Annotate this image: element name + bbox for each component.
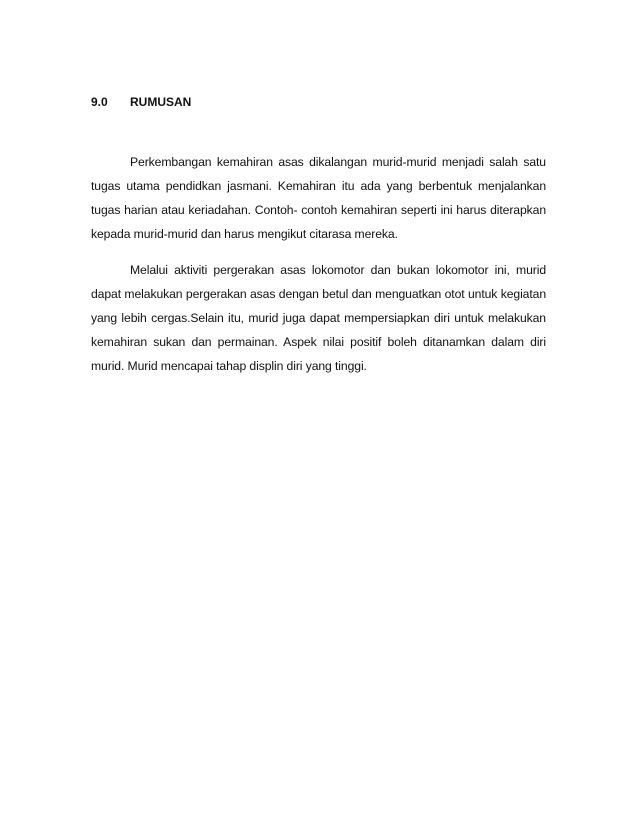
section-body (91, 150, 546, 390)
section-heading (91, 95, 191, 109)
section-number: 9.0 (91, 95, 108, 109)
section-title: RUMUSAN (130, 95, 192, 109)
paragraph: Perkembangan kemahiran asas dikalangan murid-murid menjadi salah satu tugas utama pendidkan jasmani. Kemahiran itu ada yang berbentuk menjalankan tugas harian atau keriadahan. Contoh- contoh kemahiran seperti ini harus diterapkan kepada murid-murid dan harus mengikut citarasa mereka. (91, 155, 546, 241)
paragraph: Melalui aktiviti pergerakan asas lokomotor dan bukan lokomotor ini, murid dapat melakukan pergerakan asas dengan betul dan menguatkan otot untuk kegiatan yang lebih cergas.Selain itu, murid juga dapat mempersiapkan diri untuk melakukan kemahiran sukan dan permainan. Aspek nilai positif boleh ditanamkan dalam diri murid. Murid mencapai tahap displin diri yang tinggi. (91, 263, 546, 373)
